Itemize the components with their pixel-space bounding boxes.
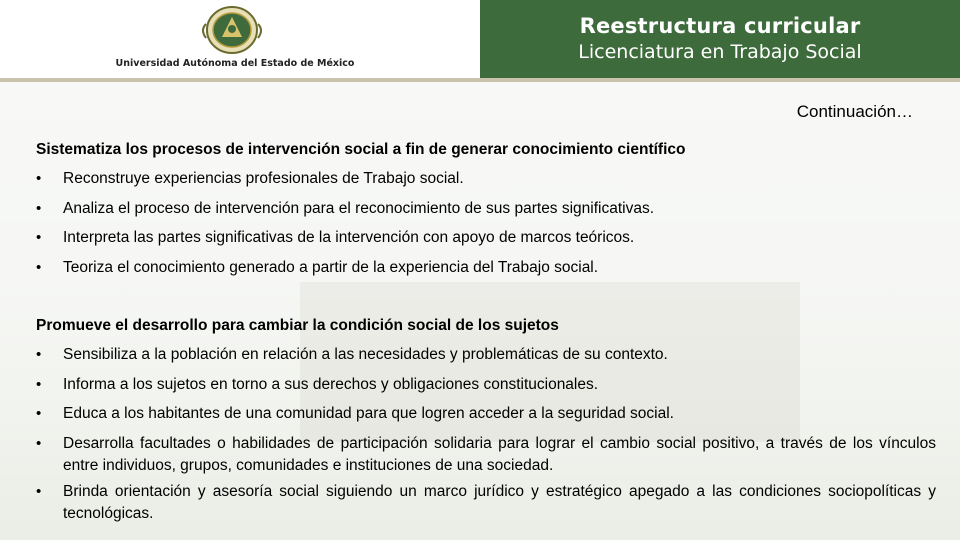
list-item xyxy=(36,344,936,366)
bullet-icon: • xyxy=(36,229,42,246)
section-promote xyxy=(36,317,936,532)
bullet-icon: • xyxy=(36,346,42,363)
continuation-label: Continuación… xyxy=(796,102,913,121)
list-item-text: Sensibiliza a la población en relación a las necesidades y problemáticas de su contexto. xyxy=(63,346,668,363)
title-banner xyxy=(480,0,960,78)
university-name: Universidad Autónoma del Estado de México xyxy=(115,58,355,69)
slide-header xyxy=(0,0,960,80)
list-item-text: Educa a los habitantes de una comunidad para que logren acceder a la seguridad social. xyxy=(63,405,674,422)
list-item-text: Interpreta las partes significativas de la intervención con apoyo de marcos teóricos. xyxy=(63,229,635,246)
list-item xyxy=(36,168,936,190)
slide-subtitle: Licenciatura en Trabajo Social xyxy=(578,41,862,63)
list-item xyxy=(36,198,936,220)
list-item xyxy=(36,481,936,525)
bullet-icon: • xyxy=(36,375,42,393)
list-item xyxy=(36,374,936,396)
list-item-text: Desarrolla facultades o habilidades de participación solidaria para lograr el cambio social positivo, a través de los vínculos entre individuos, grupos, comunidades e instituciones de una sociedad. xyxy=(63,434,936,474)
bullet-icon: • xyxy=(36,482,42,500)
bullet-list xyxy=(36,344,936,525)
list-item xyxy=(36,433,936,477)
bullet-icon: • xyxy=(36,434,42,452)
list-item-text: Analiza el proceso de intervención para el reconocimiento de sus partes significativas. xyxy=(63,199,655,217)
list-item xyxy=(36,227,936,249)
section-systematize xyxy=(36,141,936,286)
list-item-text: Informa a los sujetos en torno a sus derechos y obligaciones constitucionales. xyxy=(63,375,599,393)
section-heading: Sistematiza los procesos de intervención social a fin de generar conocimiento científico xyxy=(36,141,686,158)
slide-title: Reestructura curricular xyxy=(579,14,861,38)
list-item-text: Brinda orientación y asesoría social siguiendo un marco jurídico y estratégico apegado a las condiciones sociopolíticas y tecnológicas. xyxy=(63,482,936,522)
bullet-icon: • xyxy=(36,199,42,217)
bullet-icon: • xyxy=(36,405,42,422)
bullet-icon: • xyxy=(36,170,42,187)
section-heading: Promueve el desarrollo para cambiar la condición social de los sujetos xyxy=(36,317,559,334)
list-item-text: Reconstruye experiencias profesionales de Trabajo social. xyxy=(63,170,464,187)
bullet-list xyxy=(36,168,936,279)
bullet-icon: • xyxy=(36,258,42,276)
university-seal-icon xyxy=(196,4,268,54)
list-item-text: Teoriza el conocimiento generado a partir de la experiencia del Trabajo social. xyxy=(63,258,599,276)
list-item xyxy=(36,257,936,279)
list-item xyxy=(36,403,936,425)
